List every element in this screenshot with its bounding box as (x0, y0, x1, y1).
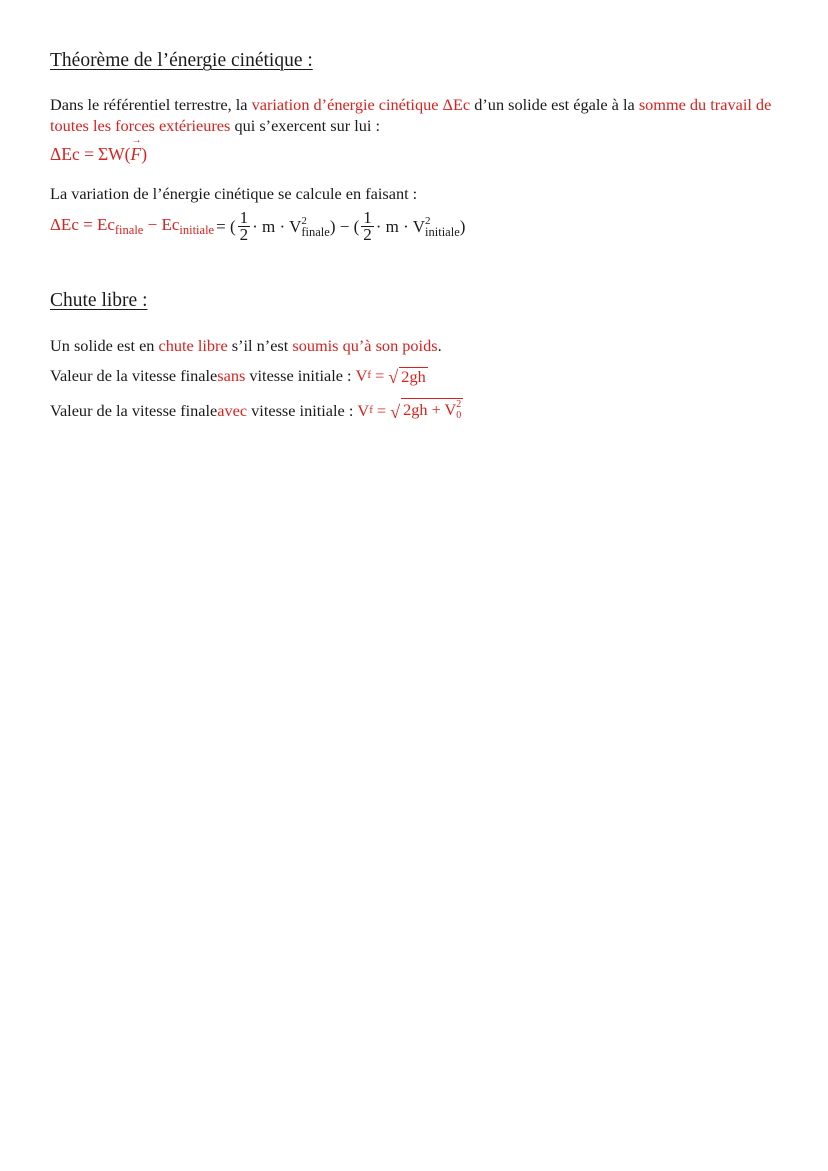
frac-den-2: 2 (363, 225, 372, 244)
vf-formula-2 (357, 398, 463, 421)
formula-lhs: ΔEc = (50, 144, 94, 164)
vitesse-avec-initiale (50, 398, 463, 421)
vf: V (355, 366, 368, 385)
eq-open: = ( (216, 216, 236, 236)
highlight-variation: variation d’énergie cinétique ΔEc (251, 95, 471, 114)
sub-finale: finale (114, 223, 144, 237)
formula-delta-ec-expanded (50, 210, 465, 243)
text: . (437, 336, 442, 355)
v0-exp-sub (456, 399, 461, 421)
eq: = (371, 366, 389, 385)
frac-num-2: 1 (363, 208, 372, 227)
text: vitesse initiale : (247, 401, 358, 420)
theorem-paragraph (50, 94, 790, 136)
exp: 2 (456, 399, 462, 410)
highlight-travail: travail de toutes les forces extérieures (50, 95, 772, 135)
m-v-part: · m · V (252, 216, 302, 236)
highlight-chute-libre: chute libre (158, 336, 228, 355)
sub-finale-v: finale (301, 224, 330, 239)
highlight-avec: avec (217, 401, 248, 420)
highlight-sans: sans (217, 366, 246, 385)
force-vector (130, 135, 142, 165)
frac-den: 2 (239, 225, 249, 244)
sub-initiale-v: initiale (425, 224, 460, 239)
sqrt-icon: √ (388, 367, 399, 387)
text: Valeur de la vitesse finale (50, 401, 218, 420)
exp-2: 2 (301, 214, 307, 227)
v-exp-sub-2 (425, 216, 460, 238)
sqrt-2gh-v0 (390, 398, 463, 421)
minus-ec: − Ec (143, 215, 180, 234)
vector-letter: F (130, 144, 142, 164)
text: vitesse initiale : (245, 366, 356, 385)
vf-sub: f (369, 404, 373, 416)
text: d’un solide est égale à la (470, 95, 639, 114)
text: qui s’exercent sur lui : (230, 116, 381, 135)
frac-num: 1 (239, 208, 249, 227)
section-heading-chute-libre: Chute libre : (50, 290, 148, 311)
radicand-2 (401, 398, 463, 421)
m-v-part-2: · m · V (375, 216, 426, 236)
radicand-text: 2gh + V (403, 400, 457, 419)
vf: V (357, 401, 370, 420)
vf-sub: f (367, 369, 372, 381)
close-paren: ) (459, 216, 466, 236)
text: Valeur de la vitesse finale (50, 366, 218, 385)
v-exp-sub (301, 216, 329, 238)
formula-delta-ec-sum-work (50, 135, 148, 165)
chute-libre-definition (50, 335, 442, 356)
highlight-somme: somme du (638, 95, 707, 114)
vf-formula (356, 365, 428, 386)
radicand: 2gh (401, 367, 426, 386)
eq: = (372, 401, 391, 420)
sub-initiale: initiale (179, 223, 215, 237)
close-minus: ) − ( (329, 216, 360, 236)
fraction-half-2 (361, 210, 374, 243)
section-heading-kinetic-theorem: Théorème de l’énergie cinétique : (50, 50, 313, 71)
formula-close: ) (141, 144, 148, 164)
calc-text: La variation de l’énergie cinétique se calcule en faisant : (50, 184, 418, 203)
ec-label: ΔEc = Ec (50, 215, 115, 234)
vitesse-sans-initiale (50, 365, 428, 386)
exp-2b: 2 (425, 214, 431, 227)
formula2-lhs (50, 215, 214, 238)
highlight-soumis: soumis qu’à son poids (292, 336, 438, 355)
sqrt-icon: √ (390, 402, 401, 422)
formula-sum: ΣW( (97, 144, 131, 164)
sub-0: 0 (456, 410, 462, 421)
sqrt-2gh (388, 367, 427, 386)
text: Un solide est en (50, 336, 159, 355)
text: Dans le référentiel terrestre, la (50, 95, 252, 114)
vector-arrow-icon: → (131, 135, 142, 146)
fraction-half (238, 210, 251, 243)
text: s’il n’est (227, 336, 293, 355)
